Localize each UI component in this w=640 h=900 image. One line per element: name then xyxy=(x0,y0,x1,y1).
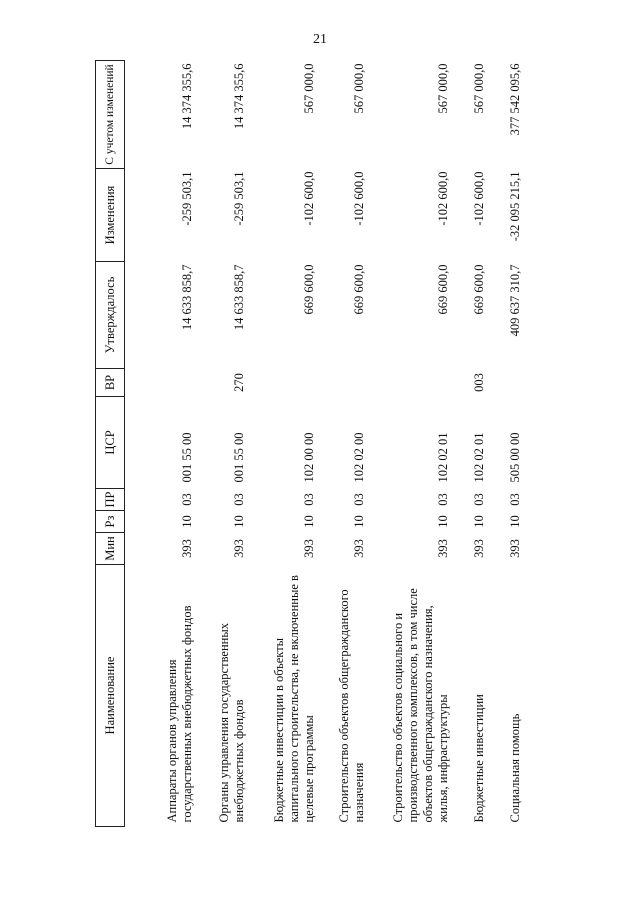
row-csr: 001 55 00 xyxy=(180,432,194,483)
row-final: 377 542 095,6 xyxy=(508,63,522,136)
row-pr: 03 xyxy=(352,493,366,506)
row-rz: 10 xyxy=(352,515,366,528)
row-name: Социальная помощь xyxy=(508,713,522,823)
row-min: 393 xyxy=(352,539,366,558)
budget-table-container xyxy=(95,61,535,827)
row-rz: 10 xyxy=(436,515,450,528)
row-vr xyxy=(253,369,323,397)
row-min: 393 xyxy=(232,539,246,558)
row-rz: 10 xyxy=(180,515,194,528)
row-name: Органы управления государственных внебюджетных фондов xyxy=(217,623,246,823)
header-csr: ЦСР xyxy=(96,397,125,489)
row-final: 567 000,0 xyxy=(436,63,450,114)
row-csr: 102 02 01 xyxy=(436,432,450,483)
row-vr: 003 xyxy=(472,373,486,392)
header-spacer xyxy=(125,61,140,827)
row-min: 393 xyxy=(180,539,194,558)
table-row xyxy=(139,61,201,827)
row-rz: 10 xyxy=(508,515,522,528)
table-row xyxy=(323,61,373,827)
header-vr: ВР xyxy=(96,369,125,397)
row-approved: 669 600,0 xyxy=(302,264,316,315)
row-vr xyxy=(323,369,373,397)
row-changes: -102 600,0 xyxy=(436,171,450,226)
row-changes: -102 600,0 xyxy=(302,171,316,226)
row-vr xyxy=(493,369,529,397)
row-approved: 669 600,0 xyxy=(436,264,450,315)
row-approved: 14 633 858,7 xyxy=(232,264,246,331)
row-min: 393 xyxy=(436,539,450,558)
row-final: 567 000,0 xyxy=(352,63,366,114)
header-rz: Рз xyxy=(96,511,125,533)
table-row xyxy=(493,61,529,827)
row-rz: 10 xyxy=(232,515,246,528)
row-pr: 03 xyxy=(232,493,246,506)
row-min: 393 xyxy=(472,539,486,558)
row-min: 393 xyxy=(508,539,522,558)
row-final: 14 374 355,6 xyxy=(232,63,246,130)
row-changes: -259 503,1 xyxy=(180,171,194,226)
row-vr xyxy=(139,369,201,397)
header-pr: ПР xyxy=(96,489,125,511)
row-final: 567 000,0 xyxy=(472,63,486,114)
row-pr: 03 xyxy=(436,493,450,506)
row-pr: 03 xyxy=(302,493,316,506)
row-name: Строительство объектов общегражданского назначения xyxy=(337,589,366,823)
header-approved: Утверждалось xyxy=(96,262,125,369)
row-pr: 03 xyxy=(508,493,522,506)
row-name: Строительство объектов социального и производственного комплексов, в том числе объектов общегражданского назначения, жилья, инфраструктуры xyxy=(391,588,450,823)
header-changes: Изменения xyxy=(96,169,125,262)
table-row xyxy=(373,61,457,827)
table-row xyxy=(201,61,253,827)
budget-table xyxy=(95,60,529,827)
table-row xyxy=(253,61,323,827)
table-row xyxy=(457,61,493,827)
row-csr: 102 02 01 xyxy=(472,432,486,483)
page-number: 21 xyxy=(313,32,327,47)
row-approved: 669 600,0 xyxy=(352,264,366,315)
row-csr: 505 00 00 xyxy=(508,432,522,483)
row-csr: 102 00 00 xyxy=(302,432,316,483)
row-name: Аппараты органов управления государственных внебюджетных фондов xyxy=(165,605,194,823)
row-pr: 03 xyxy=(472,493,486,506)
row-changes: -102 600,0 xyxy=(472,171,486,226)
row-changes: -32 095 215,1 xyxy=(508,171,522,242)
row-name: Бюджетные инвестиции xyxy=(472,694,486,823)
row-rz: 10 xyxy=(302,515,316,528)
row-name: Бюджетные инвестиции в объекты капитального строительства, не включенные в целевые программы xyxy=(272,575,316,823)
row-changes: -102 600,0 xyxy=(352,171,366,226)
row-approved: 14 633 858,7 xyxy=(180,264,194,331)
row-csr: 001 55 00 xyxy=(232,432,246,483)
row-vr: 270 xyxy=(232,373,246,392)
header-name: Наименование xyxy=(96,565,125,827)
header-min: Мин xyxy=(96,533,125,565)
table-header-row xyxy=(96,61,125,827)
row-rz: 10 xyxy=(472,515,486,528)
row-csr: 102 02 00 xyxy=(352,432,366,483)
row-vr xyxy=(373,369,457,397)
row-pr: 03 xyxy=(180,493,194,506)
row-approved: 409 637 310,7 xyxy=(508,264,522,337)
row-approved: 669 600,0 xyxy=(472,264,486,315)
row-final: 14 374 355,6 xyxy=(180,63,194,130)
row-min: 393 xyxy=(302,539,316,558)
header-final: С учетом изменений xyxy=(96,61,125,169)
row-final: 567 000,0 xyxy=(302,63,316,114)
row-changes: -259 503,1 xyxy=(232,171,246,226)
